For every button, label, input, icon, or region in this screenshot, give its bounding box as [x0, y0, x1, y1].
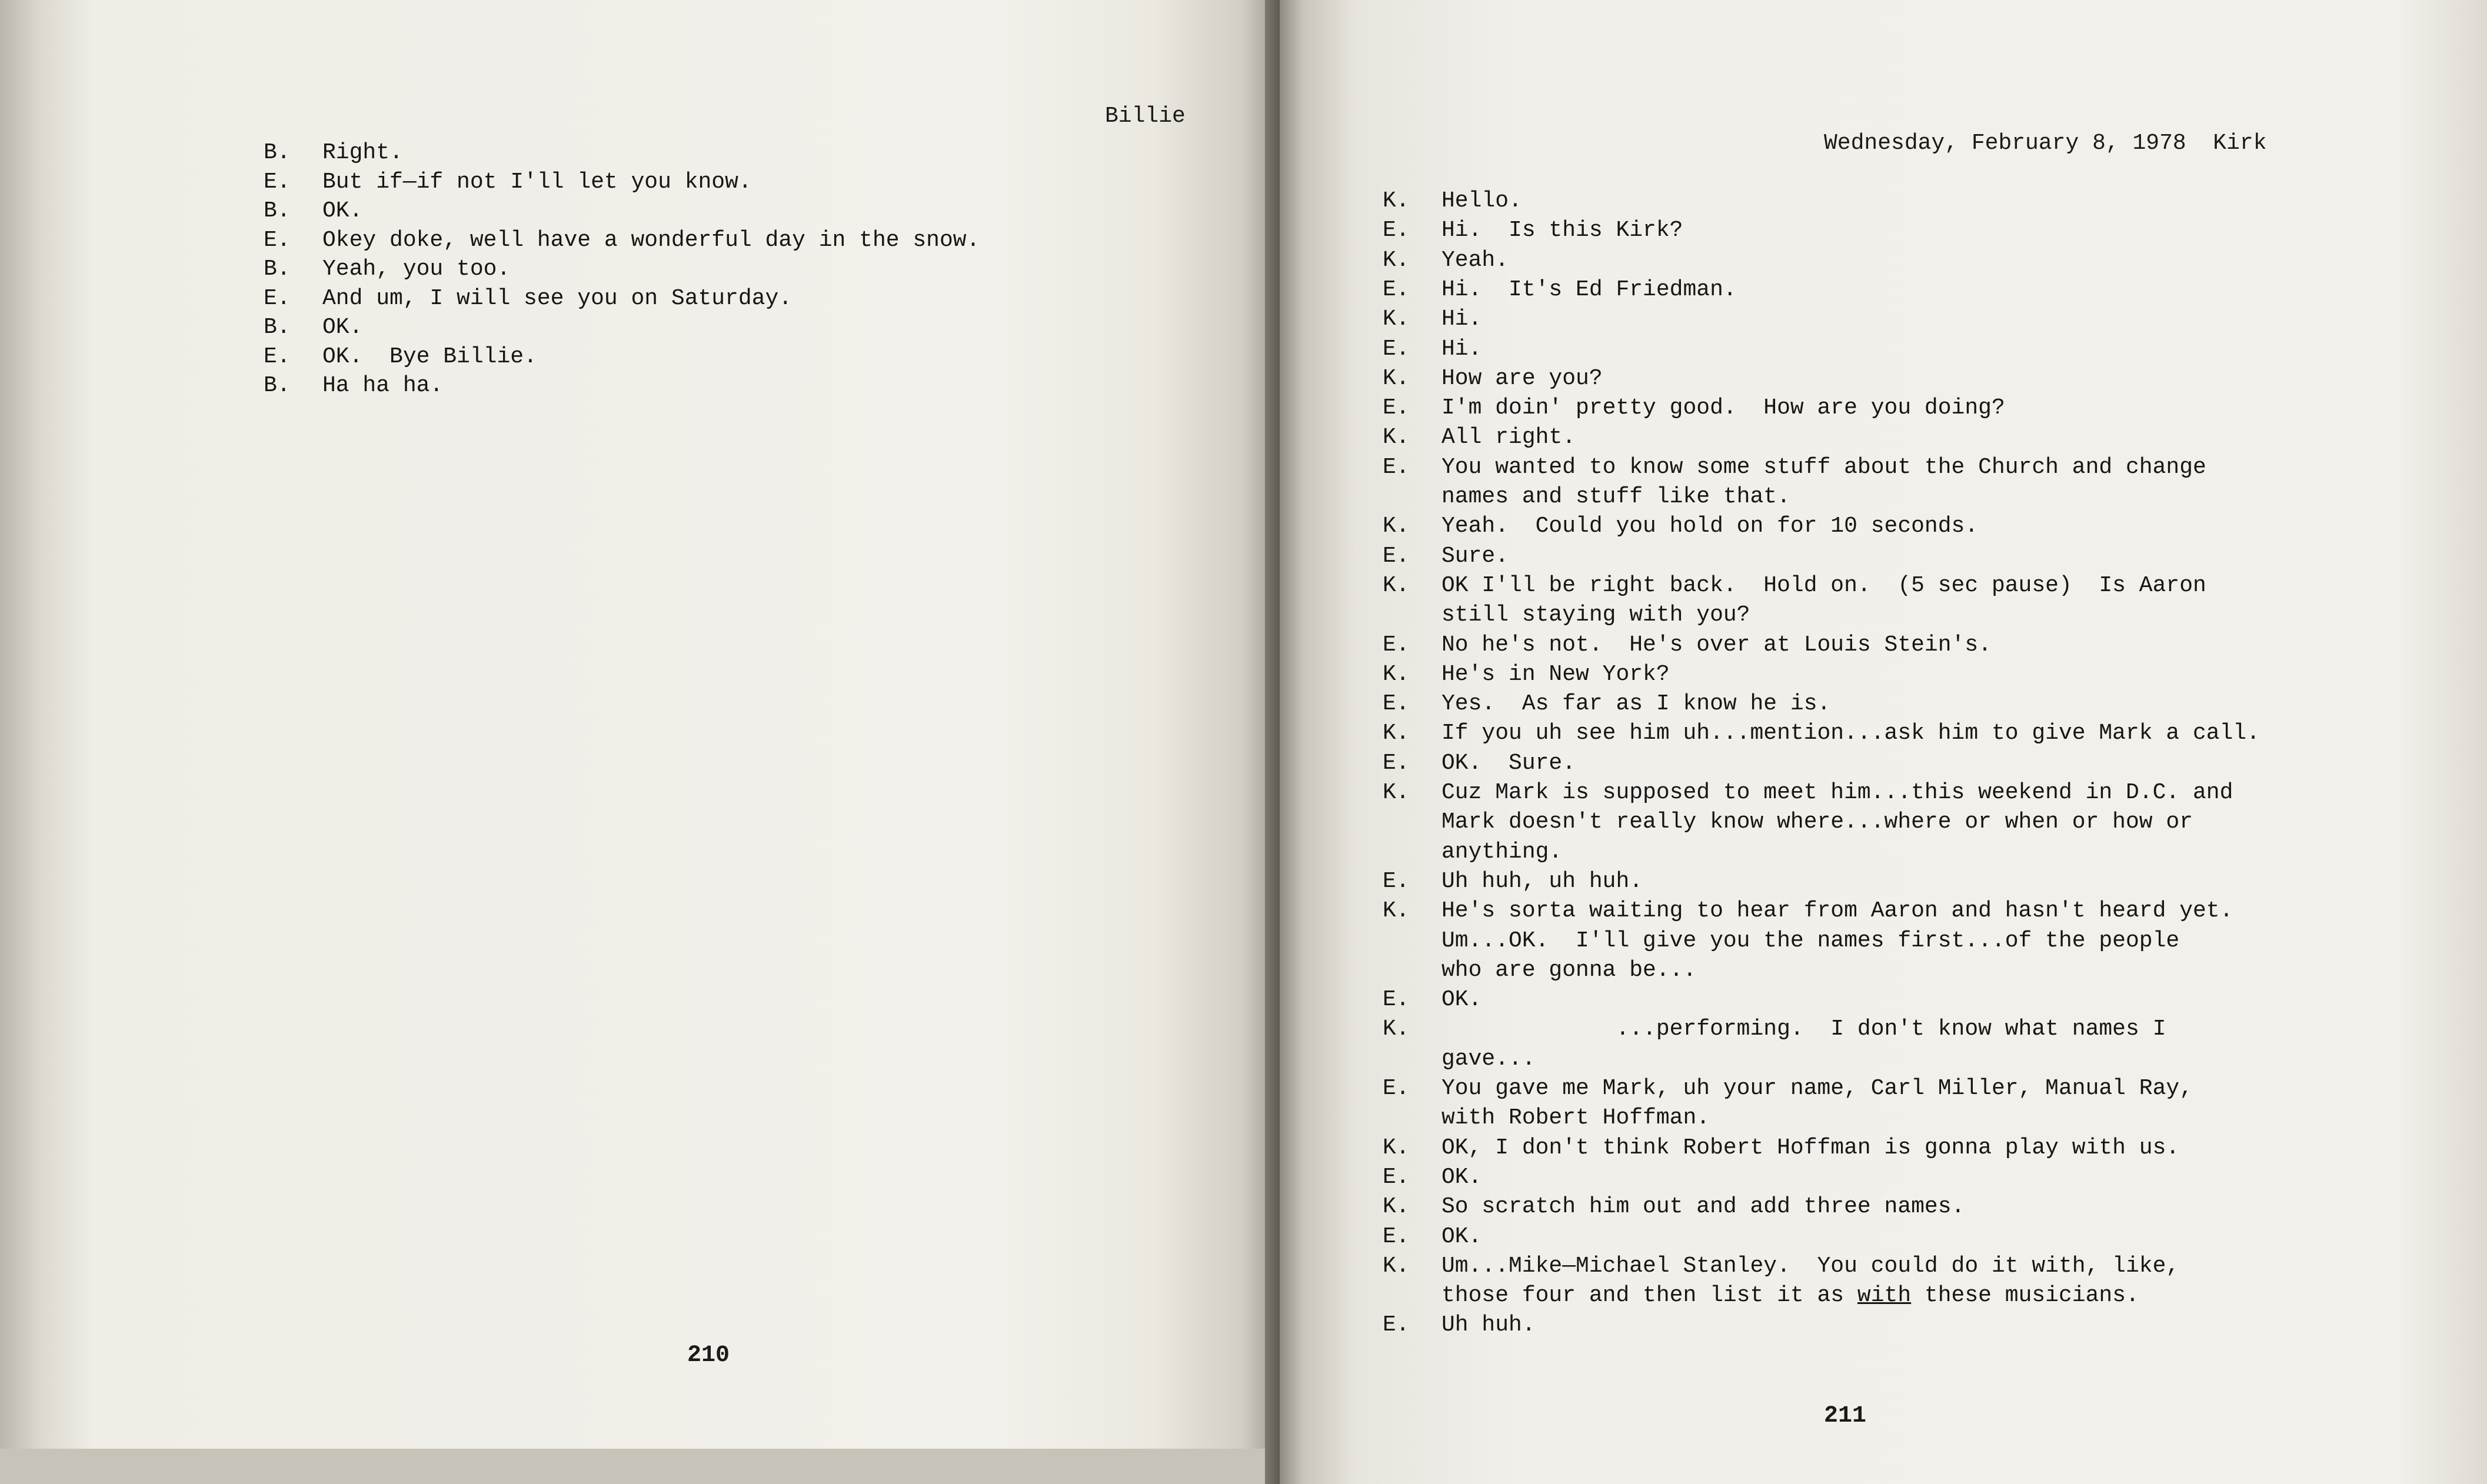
speaker-initial: E. [1383, 218, 1410, 244]
speaker-initial: E. [1383, 543, 1410, 569]
line-text: Mark doesn't really know where...where or when or how or [1441, 809, 2193, 835]
speaker-initial: K. [1383, 365, 1410, 391]
transcript-line [1383, 1223, 1481, 1251]
speaker-initial: K. [1383, 572, 1410, 598]
speaker-initial: E. [1383, 336, 1410, 362]
speaker-initial: K. [1383, 1016, 1410, 1042]
transcript-line [264, 255, 510, 284]
transcript-line [1383, 719, 2260, 748]
line-text: Okey doke, well have a wonderful day in the snow. [322, 227, 980, 253]
speaker-initial: K. [1383, 898, 1410, 924]
line-text: Yes. As far as I know he is. [1441, 691, 1831, 717]
transcript-line [1383, 927, 2179, 955]
transcript-line [1383, 305, 1481, 334]
line-text: You wanted to know some stuff about the Church and change [1441, 454, 2206, 480]
speaker-initial: K. [1383, 247, 1410, 273]
line-text: So scratch him out and add three names. [1441, 1194, 1965, 1220]
speaker-initial: K. [1383, 1135, 1410, 1160]
line-text: Um...Mike—Michael Stanley. You could do it with, like, [1441, 1253, 2180, 1279]
speaker-initial: E. [264, 169, 291, 195]
line-text: names and stuff like that. [1441, 484, 1790, 509]
line-text: Hi. It's Ed Friedman. [1441, 276, 1737, 302]
line-text: OK. [1441, 1223, 1482, 1249]
transcript-line [1383, 276, 1737, 304]
transcript-line [264, 197, 362, 225]
transcript-line [1383, 1163, 1481, 1192]
speaker-initial: E. [1383, 1076, 1410, 1101]
line-text: Yeah. [1441, 247, 1509, 273]
line-text: these musicians. [1911, 1283, 2139, 1309]
speaker-initial: E. [1383, 276, 1410, 302]
line-text: who are gonna be... [1441, 957, 1697, 983]
transcript-line [264, 372, 443, 400]
transcript-line [264, 139, 403, 167]
line-text: OK. [1441, 987, 1482, 1013]
line-text: ...performing. I don't know what names I [1441, 1016, 2166, 1042]
transcript-line [1383, 1134, 2179, 1162]
speaker-initial: B. [264, 315, 291, 340]
line-text: If you uh see him uh...mention...ask him to give Mark a call. [1441, 721, 2260, 746]
line-text: Hi. [1441, 336, 1482, 362]
line-text: OK. [322, 198, 363, 224]
transcript-line [1383, 1104, 1710, 1132]
page-header-right: Wednesday, February 8, 1978 Kirk [1824, 131, 2267, 156]
transcript-line [1383, 631, 1992, 659]
speaker-initial: K. [1383, 721, 1410, 746]
line-text: No he's not. He's over at Louis Stein's. [1441, 632, 1992, 658]
transcript-line [1383, 897, 2233, 925]
transcript-line [1383, 868, 1643, 896]
line-text: those four and then list it as [1441, 1283, 1857, 1309]
transcript-line [1383, 779, 2233, 807]
speaker-initial: K. [1383, 1194, 1410, 1220]
speaker-initial: E. [1383, 1164, 1410, 1190]
line-text: Hello. [1441, 188, 1522, 214]
line-text: He's in New York? [1441, 661, 1670, 687]
transcript-line [1383, 365, 1603, 393]
speaker-initial: E. [1383, 395, 1410, 421]
line-text: still staying with you? [1441, 602, 1750, 628]
transcript-line [1383, 956, 1696, 985]
transcript-line [1383, 986, 1481, 1014]
line-text: OK. Bye Billie. [322, 344, 537, 369]
line-text: Cuz Mark is supposed to meet him...this weekend in D.C. and [1441, 780, 2233, 805]
speaker-initial: B. [264, 256, 291, 282]
transcript-line [264, 226, 980, 255]
line-text: gave... [1441, 1046, 1536, 1072]
speaker-initial: K. [1383, 188, 1410, 214]
speaker-initial: E. [1383, 987, 1410, 1013]
line-text: OK. [322, 315, 363, 340]
transcript-line [1383, 246, 1509, 275]
speaker-initial: E. [1383, 868, 1410, 894]
transcript-line [1383, 1282, 2139, 1310]
speaker-initial: B. [264, 140, 291, 165]
line-text: Uh huh. [1441, 1312, 1536, 1338]
line-text: Ha ha ha. [322, 373, 444, 398]
line-text: Hi. [1441, 306, 1482, 332]
line-text: You gave me Mark, uh your name, Carl Miller, Manual Ray, [1441, 1076, 2193, 1101]
speaker-initial: E. [1383, 750, 1410, 776]
speaker-initial: K. [1383, 661, 1410, 687]
page-number-right: 211 [1824, 1403, 1867, 1429]
speaker-initial: E. [1383, 1312, 1410, 1338]
transcript-line [1383, 542, 1509, 571]
transcript-line [1383, 690, 1830, 718]
speaker-initial: K. [1383, 780, 1410, 805]
transcript-line [1383, 1075, 2193, 1103]
transcript-line [1383, 749, 1576, 778]
transcript-line [1383, 335, 1481, 364]
speaker-initial: K. [1383, 306, 1410, 332]
transcript-line [1383, 423, 1576, 452]
speaker-initial: E. [264, 227, 291, 253]
line-text: Yeah. Could you hold on for 10 seconds. [1441, 513, 1979, 539]
transcript-line [1383, 808, 2193, 836]
right-page [1280, 0, 2487, 1484]
transcript-line [1383, 1193, 1965, 1221]
line-text: Uh huh, uh huh. [1441, 868, 1643, 894]
line-text: Sure. [1441, 543, 1509, 569]
transcript-line [1383, 1252, 2179, 1280]
line-text: Hi. Is this Kirk? [1441, 218, 1683, 244]
transcript-line [1383, 838, 1562, 866]
underlined-word: with [1857, 1283, 1912, 1309]
line-text: Um...OK. I'll give you the names first...of the people [1441, 928, 2180, 953]
speaker-initial: K. [1383, 1253, 1410, 1279]
line-text: Yeah, you too. [322, 256, 511, 282]
speaker-initial: E. [264, 285, 291, 311]
speaker-initial: E. [264, 344, 291, 369]
line-text: Right. [322, 140, 403, 165]
line-text: OK I'll be right back. Hold on. (5 sec pause) Is Aaron [1441, 572, 2206, 598]
transcript-line [1383, 453, 2206, 482]
line-text: with Robert Hoffman. [1441, 1105, 1710, 1131]
transcript-line [1383, 216, 1683, 245]
line-text: OK, I don't think Robert Hoffman is gonna play with us. [1441, 1135, 2180, 1160]
transcript-line [1383, 394, 2005, 422]
line-text: I'm doin' pretty good. How are you doing? [1441, 395, 2005, 421]
speaker-initial: E. [1383, 691, 1410, 717]
transcript-line [264, 168, 752, 196]
line-text: He's sorta waiting to hear from Aaron and hasn't heard yet. [1441, 898, 2233, 924]
line-text: How are you? [1441, 365, 1603, 391]
speaker-initial: K. [1383, 513, 1410, 539]
page-number-left: 210 [687, 1342, 730, 1369]
transcript-line [1383, 1045, 1536, 1073]
speaker-initial: E. [1383, 454, 1410, 480]
line-text: And um, I will see you on Saturday. [322, 285, 793, 311]
transcript-line [1383, 187, 1522, 215]
transcript-line [264, 343, 537, 371]
line-text: anything. [1441, 839, 1563, 865]
line-text: OK. [1441, 1164, 1482, 1190]
transcript-line [1383, 1015, 2166, 1043]
speaker-initial: K. [1383, 425, 1410, 451]
line-text: OK. Sure. [1441, 750, 1576, 776]
line-text: But if—if not I'll let you know. [322, 169, 752, 195]
transcript-line [1383, 512, 1978, 541]
transcript-line [1383, 601, 1750, 629]
transcript-line [1383, 1311, 1536, 1339]
speaker-initial: B. [264, 373, 291, 398]
transcript-line [264, 285, 792, 313]
speaker-initial: B. [264, 198, 291, 224]
speaker-initial: E. [1383, 1223, 1410, 1249]
line-text: All right. [1441, 425, 1576, 451]
page-header-left: Billie [1105, 104, 1186, 129]
transcript-line [1383, 572, 2206, 600]
transcript-line [1383, 483, 1790, 511]
transcript-line [264, 314, 362, 342]
transcript-line [1383, 661, 1670, 689]
speaker-initial: E. [1383, 632, 1410, 658]
